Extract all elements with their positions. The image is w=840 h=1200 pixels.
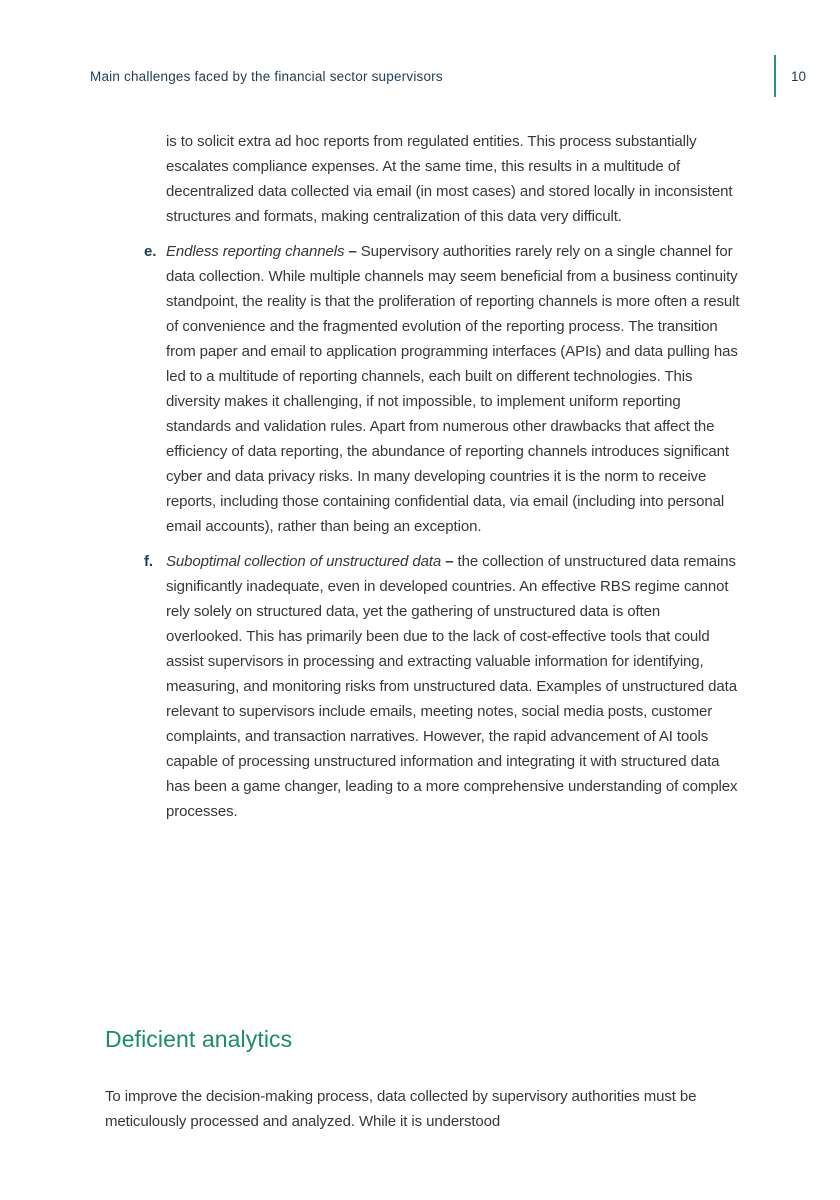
deficient-analytics-section [105,1024,739,1134]
list-item-e [144,239,740,539]
intro-paragraph: is to solicit extra ad hoc reports from regulated entities. This process substantially escalates compliance expenses. At the same time, this results in a multitude of decentralized data collected via email (in most cases) and stored locally in inconsistent structures and formats, making centralization of this data very difficult. [166,133,733,225]
list-item-e-text: Supervisory authorities rarely rely on a single channel for data collection. While multiple channels may seem beneficial from a business continuity standpoint, the reality is that the proliferation of reporting channels is more often a result of convenience and the fragmented evolution of the reporting process. The transition from paper and email to application programming interfaces (APIs) and data pulling has led to a multitude of reporting channels, each built on different technologies. This diversity makes it challenging, if not impossible, to implement uniform reporting standards and validation rules. Apart from numerous other drawbacks that affect the efficiency of data reporting, the abundance of reporting channels introduces significant cyber and data privacy risks. In many developing countries it is the norm to receive reports, including those containing confidential data, via email (including into personal email accounts), rather than being an exception. [166,243,740,535]
list-marker-f: f. [144,553,153,570]
page-header [90,55,806,97]
page-number: 10 [790,68,806,84]
list-item-f-term: Suboptimal collection of unstructured data [166,553,442,570]
list-item-f-dash: – [445,553,454,570]
body-text-column [144,129,740,824]
list-item-e-dash: – [348,243,357,260]
list-item-e-term: Endless reporting channels [166,243,345,260]
section-heading: Deficient analytics [105,1026,293,1052]
page-number-divider [774,55,806,97]
list-marker-e: e. [144,243,157,260]
list-item-f-text: the collection of unstructured data remains significantly inadequate, even in developed countries. An effective RBS regime cannot rely solely on structured data, yet the gathering of unstructured data is often overlooked. This has primarily been due to the lack of cost-effective tools that could assist supervisors in processing and extracting valuable information for identifying, measuring, and monitoring risks from unstructured data. Examples of unstructured data relevant to supervisors include emails, meeting notes, social media posts, customer complaints, and transaction narratives. However, the rapid advancement of AI tools capable of processing unstructured information and integrating it with structured data has been a game changer, leading to a more comprehensive understanding of complex processes. [166,553,738,820]
section-paragraph: To improve the decision-making process, data collected by supervisory authorities must be meticulously processed and analyzed. While it is understood [105,1088,697,1130]
list-item-f [144,549,740,824]
running-header-title: Main challenges faced by the financial sector supervisors [90,68,443,84]
